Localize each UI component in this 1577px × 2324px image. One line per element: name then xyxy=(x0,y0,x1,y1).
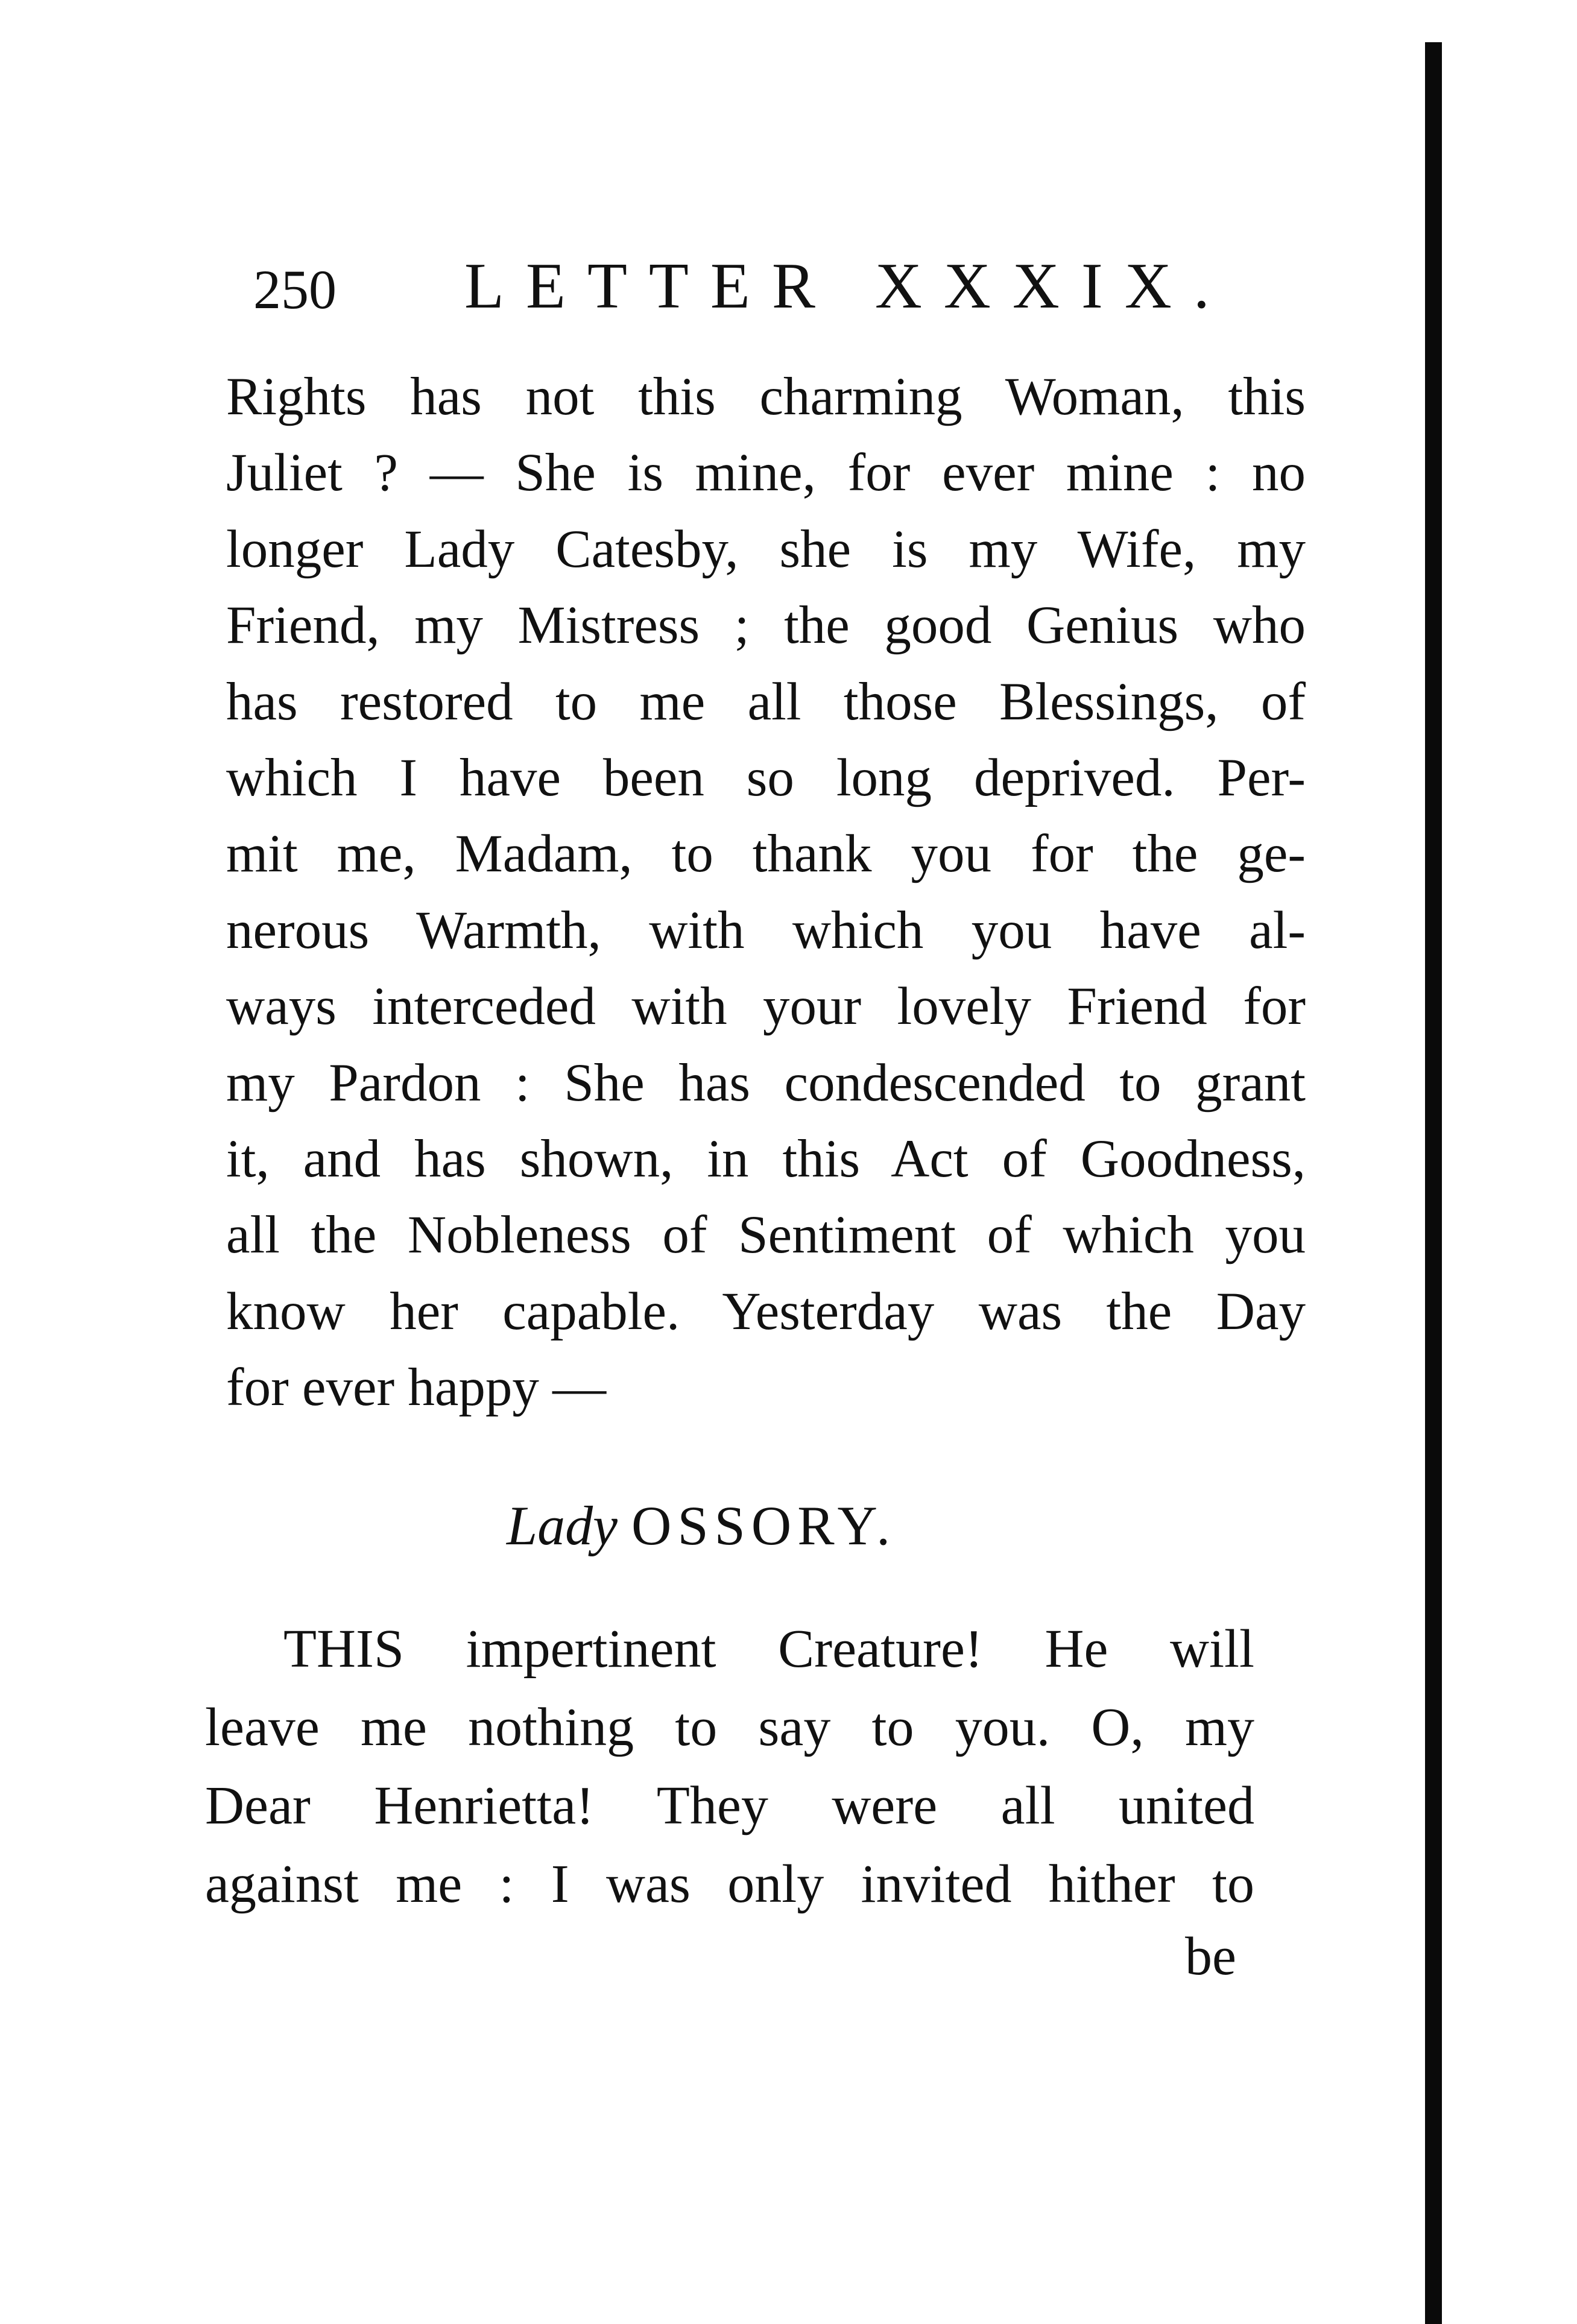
text-line: know her capable. Yesterday was the Day xyxy=(226,1281,1306,1341)
text-line: leave me nothing to say to you. O, my xyxy=(205,1697,1254,1757)
running-head: LETTER XXXIX. xyxy=(464,250,1231,322)
page-number: 250 xyxy=(253,259,337,320)
text-line: Dear Henrietta! They were all united xyxy=(205,1776,1254,1836)
text-line: Rights has not this charming Woman, this xyxy=(226,367,1306,426)
paragraph-two xyxy=(205,1610,1254,1924)
text-line: ways interceded with your lovely Friend for xyxy=(226,977,1306,1037)
speaker-heading xyxy=(507,1486,896,1565)
text-line: mit me, Madam, to thank you for the ge- xyxy=(226,824,1306,884)
text-line: THIS impertinent Creature! He will xyxy=(283,1619,1254,1679)
speaker-name: OSSORY. xyxy=(631,1495,897,1556)
text-line: against me : I was only invited hither to xyxy=(205,1854,1254,1914)
speaker-title: Lady xyxy=(507,1495,618,1556)
page-header xyxy=(253,247,1315,338)
text-line: longer Lady Catesby, she is my Wife, my xyxy=(226,519,1306,579)
paragraph-one xyxy=(226,359,1306,1426)
text-line: Juliet ? — She is mine, for ever mine : no xyxy=(226,443,1306,503)
text-line: all the Nobleness of Sentiment of which you xyxy=(226,1205,1306,1265)
text-line: nerous Warmth, with which you have al- xyxy=(226,900,1306,960)
text-line: which I have been so long deprived. Per- xyxy=(226,748,1306,807)
catchword: be xyxy=(1185,1927,1236,1986)
page-edge-shadow xyxy=(1425,42,1442,2324)
text-line: Friend, my Mistress ; the good Genius who xyxy=(226,596,1306,655)
text-line: it, and has shown, in this Act of Goodness, xyxy=(226,1129,1306,1189)
text-line: my Pardon : She has condescended to grant xyxy=(226,1053,1306,1113)
text-line: has restored to me all those Blessings, of xyxy=(226,672,1306,731)
text-line: for ever happy — xyxy=(226,1358,607,1418)
